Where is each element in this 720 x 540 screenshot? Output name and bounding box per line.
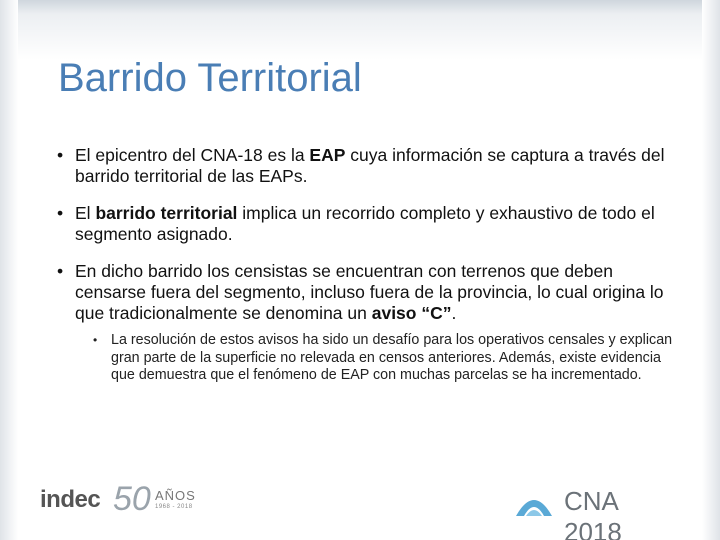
indec-years-text: 1968 - 2018 xyxy=(155,504,193,510)
indec-anos-text: AÑOS xyxy=(155,488,196,503)
indec-logo-text: indec xyxy=(40,486,101,513)
bullet-icon: • xyxy=(57,203,64,223)
cna-arc-icon xyxy=(512,482,556,520)
bullet-text: implica un recorrido completo y exhaustivo de todo el segmento asignado. xyxy=(75,203,655,244)
slide-title: Barrido Territorial xyxy=(58,56,362,100)
sub-bullet-text: La resolución de estos avisos ha sido un desafío para los operativos censales y explican gran parte de la superficie no relevada en censos anteriores. Además, existe evidencia que demuestra que el fenómeno de EAP con muchas parcelas se ha incrementado. xyxy=(111,332,673,383)
bullet-bold-text: EAP xyxy=(309,145,346,165)
bullet-text: cuya información se captura a través del barrido territorial de las EAPs. xyxy=(75,145,665,186)
indec-50-logo xyxy=(40,482,210,522)
bullet-text: En dicho barrido los censistas se encuentran con terrenos que deben censarse fuera del segmento, incluso fuera de la provincia, lo cual origina lo que tradicionalmente se denomina un xyxy=(75,261,664,323)
cna-logo-text: CNA 2018 xyxy=(564,486,622,540)
bullet-text: El epicentro del CNA-18 es la xyxy=(75,145,310,165)
bullet-icon: • xyxy=(57,261,64,281)
slide-body xyxy=(55,145,675,385)
indec-50-number: 50 xyxy=(113,480,151,518)
bullet-item xyxy=(55,203,675,245)
sub-bullet-item xyxy=(91,332,675,385)
bullet-bold-text: aviso “C” xyxy=(371,303,452,323)
bullet-text: . xyxy=(451,303,457,323)
cna-2018-logo xyxy=(512,480,682,540)
bullet-icon: • xyxy=(57,145,64,165)
bullet-item xyxy=(55,145,675,187)
bullet-text: El xyxy=(75,203,96,223)
bullet-bold-text: barrido territorial xyxy=(95,203,238,223)
bullet-item xyxy=(55,261,675,324)
sub-bullet-icon: • xyxy=(93,333,98,347)
